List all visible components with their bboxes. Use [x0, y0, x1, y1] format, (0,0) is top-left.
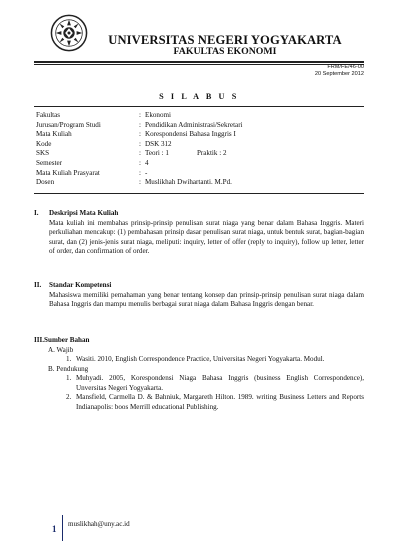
info-label: SKS	[36, 149, 50, 158]
subsection-pendukung: B. Pendukung	[48, 364, 89, 373]
form-date: 20 September 2012	[314, 71, 364, 77]
info-value-praktik: Praktik : 2	[196, 149, 227, 158]
section-deskripsi	[34, 209, 364, 257]
info-value: 4	[145, 158, 149, 167]
info-label: Mata Kuliah	[36, 130, 72, 139]
section-title: III.Sumber Bahan	[34, 336, 90, 344]
section-body: Mahasiswa memiliki pemahaman yang benar tentang konsep dan prinsip-prinsip penulisan surat niaga dalam Bahasa Inggris dan mampu menulis berbagai surat niaga dalam Bahasa Inggris dengan benar.	[49, 290, 364, 308]
info-row-fakultas: Fakultas : Ekonomi	[36, 111, 172, 119]
faculty-name: FAKULTAS EKONOMI	[173, 46, 277, 57]
title-divider	[34, 106, 364, 107]
reference-text: Muhyadi. 2005, Korespondensi Niaga Bahasa Inggris (business English Correspondence), Unversitas Negeri Yogyakarta.	[76, 374, 364, 392]
section-body: Mata kuliah ini membahas prinsip-prinsip penulisan surat niaga yang benar dalam Bahasa Inggris. Materi perkuliahan mencakup: (1) pembahasan prinsip dasar penulisan surat niaga, untuk bentuk surat, bagian-bagian surat, dan (2) jenis-jenis surat niaga, meliputi: inquiry, letter of offer (reply to inquiry), follow up letter, letter of order, dan confirmation of order.	[49, 218, 364, 255]
footer-email: muslikhah@uny.ac.id	[68, 520, 130, 528]
section-title: Deskripsi Mata Kuliah	[49, 209, 119, 217]
section-sumber-bahan	[34, 336, 364, 412]
info-value: Pendidikan Administrasi/Sekretari	[145, 120, 243, 129]
university-name: UNIVERSITAS NEGERI YOGYAKARTA	[108, 33, 342, 47]
reference-item: 2. Mansfield, Carmella D. & Bahniuk, Margareth Hilton. 1989. writing Business Letters and Reports Indianapolis: boos Merrill educational Publishing.	[66, 393, 364, 411]
form-code: FRM/FE/46-00	[327, 64, 364, 70]
info-row-sks: SKS : Teori : 1 Praktik : 2	[36, 149, 227, 158]
info-row-prasyarat: Mata Kuliah Prasyarat : -	[36, 168, 148, 177]
page-number: 1	[52, 524, 57, 534]
info-value: Ekonomi	[145, 111, 172, 119]
info-row-kode: Kode : DSK 312	[36, 139, 172, 148]
info-value: Teori : 1	[145, 149, 169, 158]
info-label: Dosen	[36, 178, 55, 187]
section-title: Standar Kompetensi	[49, 281, 112, 289]
header-divider	[34, 61, 364, 63]
section-heading: II. Standar Kompetensi	[34, 281, 112, 289]
info-divider	[34, 193, 364, 194]
reference-text: Mansfield, Carmella D. & Bahniuk, Margareth Hilton. 1989. writing Business Letters and Reports Indianapolis: boos Merrill educational Publishing.	[76, 393, 364, 411]
info-row-mata-kuliah: Mata Kuliah : Korespondensi Bahasa Inggris I	[36, 130, 236, 139]
info-value: -	[145, 168, 148, 177]
info-label: Fakultas	[36, 111, 61, 119]
info-label: Kode	[36, 139, 52, 148]
subsection-wajib: A. Wajib	[48, 345, 74, 354]
info-label: Semester	[36, 158, 63, 167]
section-kompetensi	[34, 281, 364, 310]
footer-divider	[62, 515, 63, 541]
info-row-dosen: Dosen : Muslikhah Dwihartanti. M.Pd.	[36, 178, 232, 187]
info-value: Muslikhah Dwihartanti. M.Pd.	[145, 178, 232, 187]
info-label: Jurusan/Program Studi	[36, 120, 101, 129]
info-label: Mata Kuliah Prasyarat	[36, 168, 100, 177]
reference-item: 1. Muhyadi. 2005, Korespondensi Niaga Bahasa Inggris (business English Correspondence), Unversitas Negeri Yogyakarta.	[66, 374, 364, 392]
course-info-table	[36, 111, 243, 188]
info-value: DSK 312	[145, 139, 172, 148]
reference-text: Wasiti. 2010, English Correspondence Practice, Universitas Negeri Yogyakarta. Modul.	[76, 355, 325, 363]
form-info	[315, 64, 364, 78]
section-heading	[34, 336, 364, 346]
info-value: Korespondensi Bahasa Inggris I	[145, 130, 236, 139]
reference-item: 1. Wasiti. 2010, English Correspondence Practice, Universitas Negeri Yogyakarta. Modul.	[66, 355, 325, 363]
info-row-jurusan: Jurusan/Program Studi : Pendidikan Administrasi/Sekretari	[36, 120, 243, 129]
info-row-semester: Semester : 4	[36, 158, 149, 167]
university-seal-icon	[50, 14, 88, 52]
document-title: S I L A B U S	[159, 92, 239, 101]
section-heading: I. Deskripsi Mata Kuliah	[34, 209, 119, 217]
